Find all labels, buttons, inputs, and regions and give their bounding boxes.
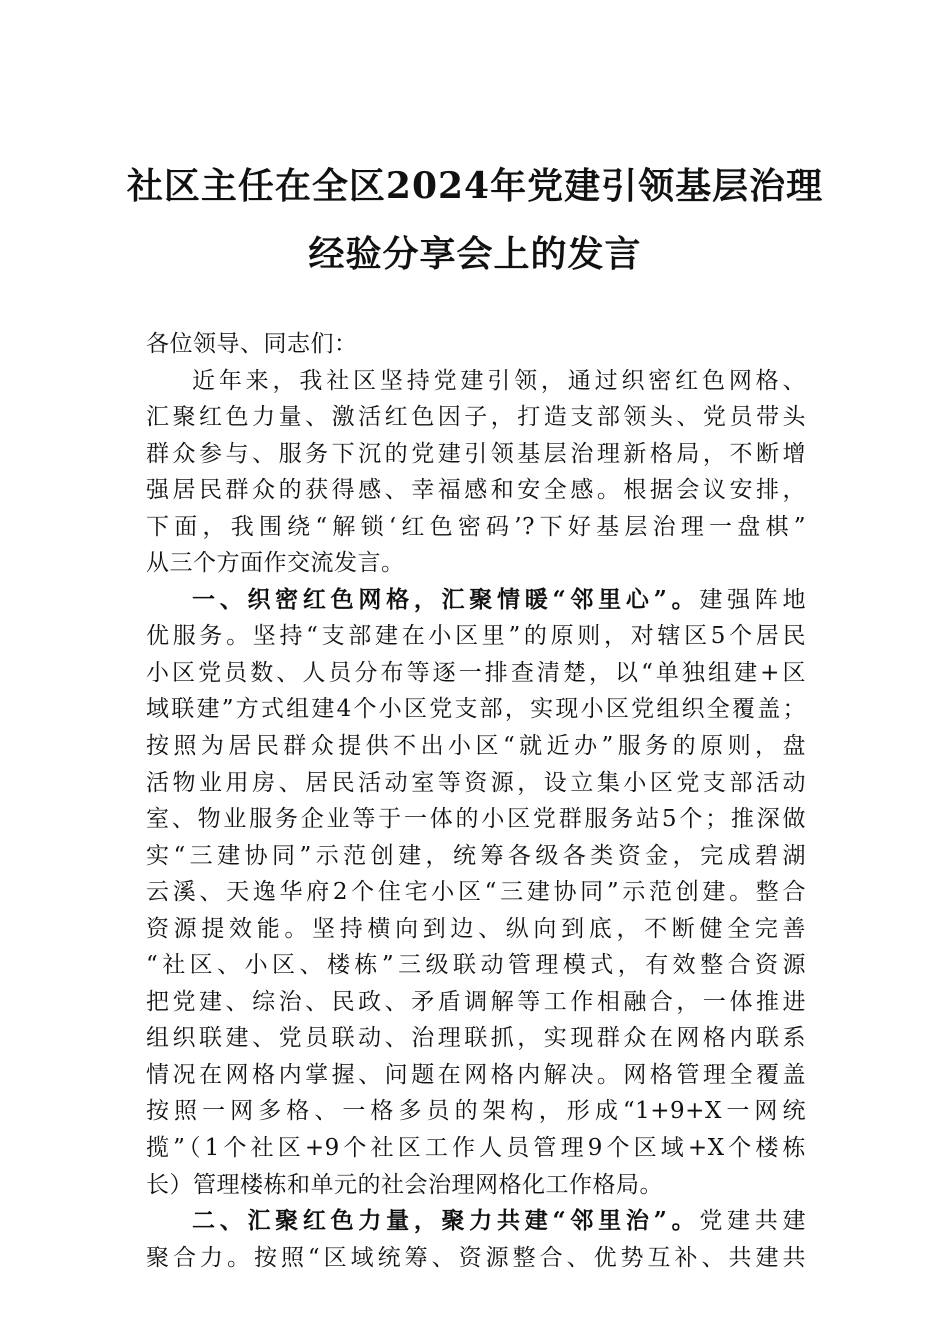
paragraph-line — [146, 765, 806, 802]
section-heading: 二、汇聚红色力量，聚力共建“邻里治”。 — [192, 1207, 700, 1235]
line-text: 聚合力。按照“区域统筹、资源整合、优势互补、共建共 — [146, 1244, 806, 1271]
document-title-line-1: 社区主任在全区2024年党建引领基层治理 — [126, 165, 824, 207]
line-text: 优服务。坚持“支部建在小区里”的原则，对辖区5个居民 — [146, 623, 806, 650]
paragraph-line — [146, 326, 806, 363]
paragraph-line — [146, 838, 806, 875]
line-text: 小区党员数、人员分布等逐一排查清楚，以“单独组建+区 — [146, 659, 806, 686]
line-text: 各位领导、同志们： — [146, 331, 358, 357]
paragraph-line — [146, 363, 806, 400]
line-text: 从三个方面作交流发言。 — [146, 550, 405, 577]
paragraph-line — [146, 1057, 806, 1094]
line-text: 按照一网多格、一格多员的架构，形成“1+9+X一网统 — [146, 1098, 806, 1125]
paragraph-line — [146, 618, 806, 655]
paragraph-line — [146, 984, 806, 1021]
line-text: 室、物业服务企业等于一体的小区党群服务站5个；推深做 — [146, 806, 806, 833]
line-text: 汇聚红色力量、激活红色因子，打造支部领头、党员带头 — [146, 404, 806, 431]
paragraph-line — [146, 1240, 806, 1277]
line-text: 情况在网格内掌握、问题在网格内解决。网格管理全覆盖 — [146, 1061, 806, 1088]
paragraph-line — [146, 801, 806, 838]
paragraph-line — [146, 1167, 806, 1204]
paragraph-line — [146, 874, 806, 911]
paragraph-line — [146, 911, 806, 948]
line-text: 把党建、综治、民政、矛盾调解等工作相融合，一体推进 — [146, 988, 806, 1015]
paragraph-line — [146, 1093, 806, 1130]
line-text: 建强阵地 — [699, 586, 806, 613]
paragraph-line — [146, 545, 806, 582]
line-text: 按照为居民群众提供不出小区“就近办”服务的原则，盘 — [146, 733, 806, 760]
line-text: 活物业用房、居民活动室等资源，设立集小区党支部活动 — [146, 769, 806, 796]
line-text: 资源提效能。坚持横向到边、纵向到底，不断健全完善 — [146, 915, 806, 942]
line-text: 近年来，我社区坚持党建引领，通过织密红色网格、 — [192, 367, 806, 394]
paragraph-line — [146, 472, 806, 509]
line-text: 下面，我围绕“解锁‘红色密码’?下好基层治理一盘棋” — [146, 513, 806, 540]
paragraph-line — [146, 509, 806, 546]
line-text: 实“三建协同”示范创建，统筹各级各类资金，完成碧湖 — [146, 842, 806, 869]
line-text: 揽”（1个社区+9个社区工作人员管理9个区域+X个楼栋 — [146, 1135, 806, 1162]
paragraph-line — [146, 582, 806, 619]
paragraph-line — [146, 1130, 806, 1167]
paragraph-line — [146, 1020, 806, 1057]
line-text: 党建共建 — [699, 1208, 806, 1235]
paragraph-line — [146, 436, 806, 473]
paragraph-line — [146, 947, 806, 984]
line-text: 强居民群众的获得感、幸福感和安全感。根据会议安排， — [146, 477, 806, 504]
paragraph-line — [146, 399, 806, 436]
line-text: 组织联建、党员联动、治理联抓，实现群众在网格内联系 — [146, 1025, 806, 1052]
paragraph-line — [146, 691, 806, 728]
line-text: 群众参与、服务下沉的党建引领基层治理新格局，不断增 — [146, 440, 806, 467]
line-text: 云溪、天逸华府2个住宅小区“三建协同”示范创建。整合 — [146, 879, 806, 906]
paragraph-line — [146, 655, 806, 692]
line-text: “社区、小区、楼栋”三级联动管理模式，有效整合资源 — [146, 952, 806, 979]
paragraph-line — [146, 1203, 806, 1240]
line-text: 域联建”方式组建4个小区党支部，实现小区党组织全覆盖； — [146, 696, 806, 723]
line-text: 长）管理楼栋和单元的社会治理网格化工作格局。 — [146, 1171, 663, 1198]
document-body — [146, 326, 806, 1276]
document-title-line-2: 经验分享会上的发言 — [308, 233, 642, 275]
section-heading: 一、织密红色网格，汇聚情暖“邻里心”。 — [192, 585, 700, 613]
paragraph-line — [146, 728, 806, 765]
